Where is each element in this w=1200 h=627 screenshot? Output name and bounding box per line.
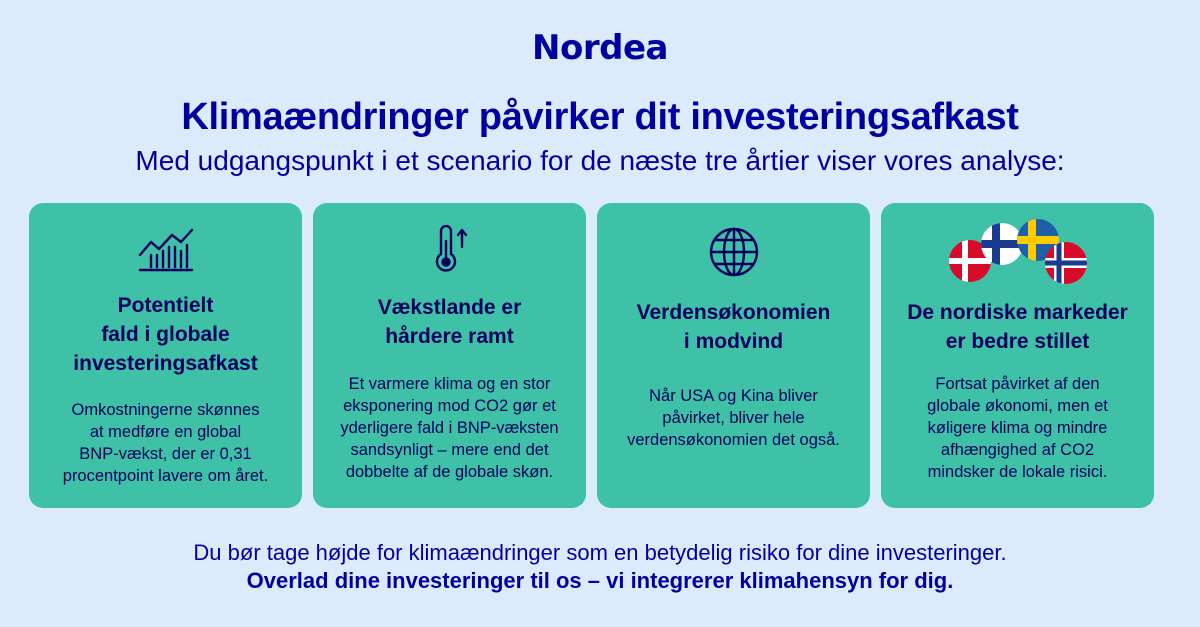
card-world-economy <box>597 203 870 508</box>
card-text: Omkostningerne skønnes at medføre en global BNP-vækst, der er 0,31 procentpoint lavere om året. <box>62 401 269 485</box>
card-title: Vækstlande er hårdere ramt <box>377 296 522 348</box>
card-text: Et varmere klima og en stor eksponering mod CO2 gør et yderligere fald i BNP-væksten sandsynligt – mere end det dobbelte af de globale skøn. <box>340 375 559 481</box>
card-title: De nordiske markeder er bedre stillet <box>907 301 1128 353</box>
card-global-returns <box>29 203 302 508</box>
footer-call-to-action: Overlad dine investeringer til os – vi integrerer klimahensyn for dig. <box>246 568 954 593</box>
globe-icon <box>597 225 870 279</box>
card-text: Når USA og Kina bliver påvirket, bliver hele verdensøkonomien det også. <box>627 387 840 449</box>
chart-trend-icon <box>29 225 302 273</box>
card-emerging-markets <box>313 203 586 508</box>
page-subtitle: Med udgangspunkt i et scenario for de næste tre årtier viser vores analyse: <box>135 145 1065 176</box>
cards-row <box>29 203 1154 508</box>
page-title: Klimaændringer påvirker dit investeringsafkast <box>181 96 1019 138</box>
thermometer-rising-icon <box>313 225 586 273</box>
nordea-logo: Nordea <box>532 28 668 68</box>
card-text: Fortsat påvirket af den globale økonomi, men et køligere klima og mindre afhængighed af CO2 mindsker de lokale risici. <box>927 375 1108 481</box>
card-title: Verdensøkonomien i modvind <box>636 301 831 353</box>
card-title: Potentielt fald i globale investeringsafkast <box>73 294 258 375</box>
footer-note: Du bør tage højde for klimaændringer som en betydelig risiko for dine investeringer. <box>193 540 1007 565</box>
card-nordic-markets <box>881 203 1154 508</box>
nordic-flags-icon <box>881 217 1154 287</box>
